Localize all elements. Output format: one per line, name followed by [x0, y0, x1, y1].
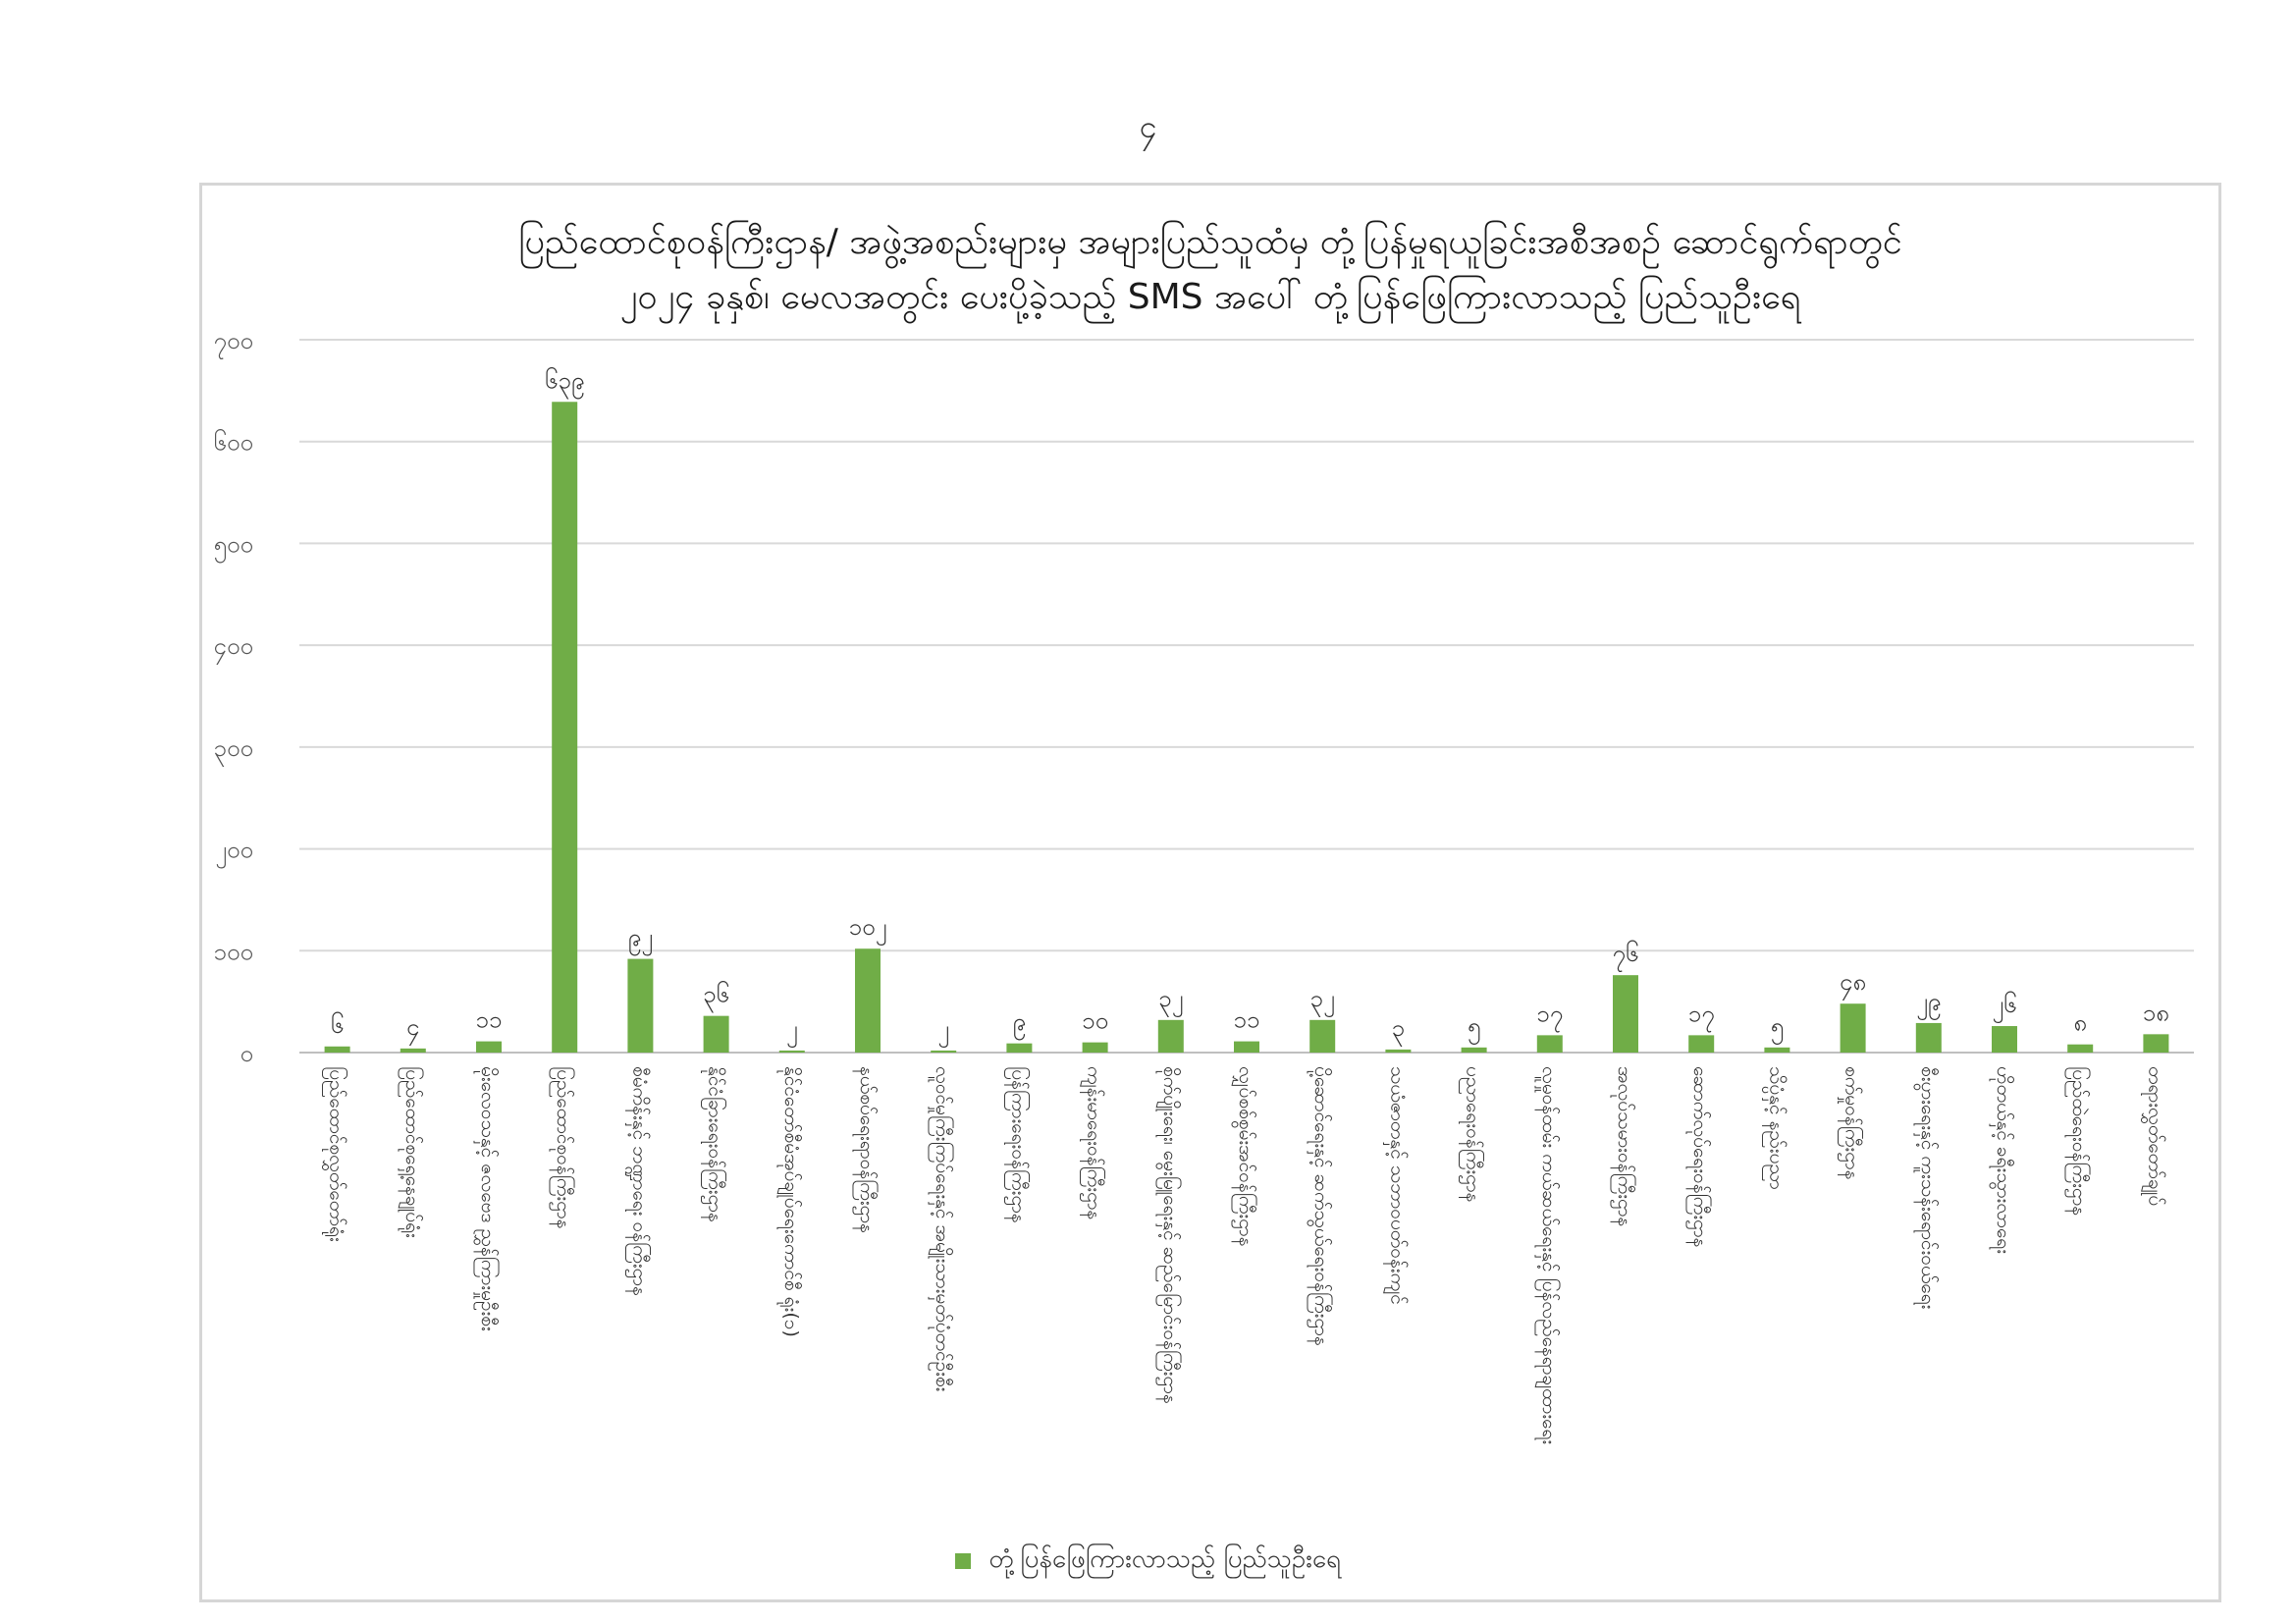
- data-label: ၃၆: [703, 980, 730, 1008]
- data-label: ၉၂: [627, 923, 654, 951]
- data-label: ၉: [1012, 1007, 1027, 1036]
- bar: [2143, 1034, 2168, 1053]
- data-label: ၇၆: [1612, 940, 1639, 968]
- data-label: ၅: [1770, 1011, 1785, 1040]
- data-label: ၆: [330, 1010, 345, 1039]
- bar: [1688, 1035, 1714, 1053]
- x-category-label: နိုင်ငံတော်စီမံအုပ်ချုပ်ရေးကောင်စီ ရုံး(၁): [779, 1066, 802, 1337]
- bar: [552, 402, 577, 1053]
- x-category-label: ပညာရေးဝန်ကြီးဌာန: [1462, 1066, 1484, 1203]
- y-tick-label: ၇၀၀: [213, 327, 253, 354]
- x-category-label: အလုပ်သမားဝန်ကြီးဌာန: [1614, 1066, 1635, 1227]
- legend: [0, 1542, 2296, 1580]
- x-category-label: ဟိုတယ်နှင့် ခရီးသွားလာရေး: [1993, 1066, 2014, 1255]
- x-category-label: ပြည်ထောင်စုဝန်ကြီးဌာန: [553, 1066, 575, 1229]
- x-category-label: နယ်စပ်ရေးရာဝန်ကြီးဌာန: [856, 1066, 878, 1233]
- bar: [779, 1051, 805, 1053]
- bar: [627, 959, 653, 1053]
- data-label: ၄၈: [1839, 968, 1867, 997]
- bar: [1158, 1020, 1184, 1053]
- data-label: ၈: [2073, 1008, 2088, 1037]
- x-category-label: ပြည်ထောင်စုလွှတ်တော်ရုံး: [325, 1066, 347, 1242]
- data-label: ၂၆: [1992, 991, 2017, 1019]
- data-label: ၁၁: [475, 1005, 503, 1034]
- x-category-label: ပြန်ကြားရေးဝန်ကြီးဌာန: [1007, 1066, 1030, 1223]
- data-label: ၆၃၉: [544, 366, 585, 395]
- bar: [1462, 1048, 1487, 1053]
- data-label: ၁၁: [1233, 1005, 1260, 1034]
- data-label: ၂: [785, 1014, 798, 1043]
- data-label: ၃၂: [1158, 984, 1184, 1012]
- bar: [855, 948, 881, 1053]
- data-label: ၁၇: [1536, 1000, 1564, 1028]
- y-tick-label: ၀: [240, 1040, 253, 1067]
- bar: [1385, 1050, 1411, 1053]
- y-axis-ticks: [214, 327, 254, 1067]
- bar: [400, 1049, 426, 1053]
- data-label: ၅: [1467, 1011, 1481, 1040]
- legend-label: တုံ့ပြန်ဖြေကြားလာသည့် ပြည်သူဦးရေ: [988, 1544, 1341, 1574]
- x-category-label: စက်မှုဝန်ကြီးဌာန: [1841, 1066, 1863, 1180]
- data-label: ၁၀၂: [848, 913, 887, 942]
- data-label: ၃၂: [1309, 984, 1335, 1012]
- x-axis-categories: [322, 1066, 2167, 1444]
- x-category-label: ပြည်ထောင်စုရှေ့နေချုပ်ရုံး: [400, 1066, 423, 1238]
- bar: [325, 1047, 350, 1053]
- data-label: ၁၈: [2142, 999, 2170, 1027]
- bar: [476, 1042, 502, 1053]
- bar: [931, 1051, 956, 1053]
- bar: [704, 1016, 729, 1053]
- data-label: ၁၀: [1082, 1006, 1109, 1035]
- y-tick-label: ၄၀၀: [213, 632, 253, 661]
- bar: [1309, 1020, 1335, 1053]
- x-category-label: လူမှုဝန်ထမ်း ကယ်ဆယ်ရေးနှင့် ပြန်လည်နေရာချထားရေး: [1537, 1066, 1560, 1445]
- x-category-label: မိုးလေဝသနှင့် ဇလဗေဒ ညွှန်ကြားမှုဦးစီး: [477, 1066, 499, 1331]
- bar: [1916, 1023, 1942, 1053]
- y-tick-label: ၆၀၀: [213, 428, 253, 457]
- bar: [1234, 1042, 1259, 1053]
- data-label: ၃: [1391, 1013, 1406, 1042]
- data-label: ၁၇: [1687, 1000, 1715, 1028]
- data-labels: [331, 365, 2169, 1048]
- x-category-label: စီမံကိန်းနှင့် ဘဏ္ဍာရေး ဝန်ကြီးဌာန: [628, 1066, 651, 1296]
- data-label: ၄: [406, 1012, 420, 1041]
- bar: [1537, 1035, 1563, 1053]
- y-tick-label: ၅၀၀: [213, 530, 253, 559]
- bar: [1083, 1043, 1108, 1053]
- x-category-label: ပြည်ထဲရေးဝန်ကြီးဌာန: [2068, 1066, 2091, 1217]
- chart-subtitle: ၂၀၂၄ ခုနှစ်၊ မေလအတွင်း ပေးပို့ခဲ့သည့် SMS အပေါ် တုံ့ပြန်ဖြေကြားလာသည့် ပြည်သူဦးရေ: [619, 277, 1801, 317]
- x-category-label: တရားလွှတ်တော်ချုပ်: [2144, 1066, 2166, 1207]
- x-category-label: စိုက်ပျိုးရေး၊ မွေးမြူရေးနှင့် ဆည်မြောင်းဝန်ကြီးဌာန: [1158, 1066, 1181, 1404]
- y-tick-label: ၃၀၀: [213, 733, 253, 762]
- bar: [1006, 1044, 1032, 1053]
- gridlines: [299, 340, 2194, 1053]
- legend-swatch: [955, 1553, 971, 1569]
- bar: [1613, 975, 1638, 1053]
- page-number: ၄: [1139, 108, 1157, 145]
- bar: [1992, 1026, 2017, 1053]
- chart-title: ပြည်ထောင်စုဝန်ကြီးဌာန/ အဖွဲ့အစည်းများမှ အများပြည်သူထံမှ တုံ့ပြန်မှုရယူခြင်းအစီအစဉ် ဆောင်ရွက်ရာတွင်: [518, 222, 1902, 262]
- bars: [325, 402, 2169, 1053]
- x-category-label: ကျန်းမာရေးဝန်ကြီးဌာန: [1083, 1066, 1105, 1220]
- x-category-label: ပို့ဆောင်ရေးနှင့် ဆက်သွယ်ရေးဝန်ကြီးဌာန: [1310, 1066, 1333, 1346]
- bar: [1764, 1048, 1789, 1053]
- data-label: ၂: [937, 1014, 950, 1043]
- x-category-label: သိပ္ပံနှင့် နည်းပညာ: [1765, 1066, 1788, 1190]
- bar: [2067, 1045, 2093, 1053]
- bar: [1841, 1003, 1866, 1053]
- y-tick-label: ၂၀၀: [215, 836, 253, 864]
- x-category-label: စီးပွားရေးနှင့် ကူးသန်းရောင်းဝယ်ရေး: [1916, 1066, 1939, 1310]
- x-category-label: နိုင်ငံခြားရေးဝန်ကြီးဌာန: [704, 1066, 726, 1222]
- data-label: ၂၉: [1916, 987, 1942, 1015]
- x-category-label: ဆောက်လုပ်ရေးဝန်ကြီးဌာန: [1689, 1066, 1712, 1248]
- x-category-label: လူဝင်မှုကြီးကြပ်ရေးနှင့် အမျိုးသားမှတ်ပုံတင်ဦးစီး: [932, 1066, 954, 1392]
- x-category-label: လျှပ်စစ်စွမ်းအင်ဝန်ကြီးဌာန: [1235, 1066, 1256, 1247]
- y-tick-label: ၁၀၀: [213, 938, 253, 966]
- x-category-label: သယံဇာတနှင့် သဘာဝပတ်ဝန်းကျင်: [1386, 1066, 1409, 1305]
